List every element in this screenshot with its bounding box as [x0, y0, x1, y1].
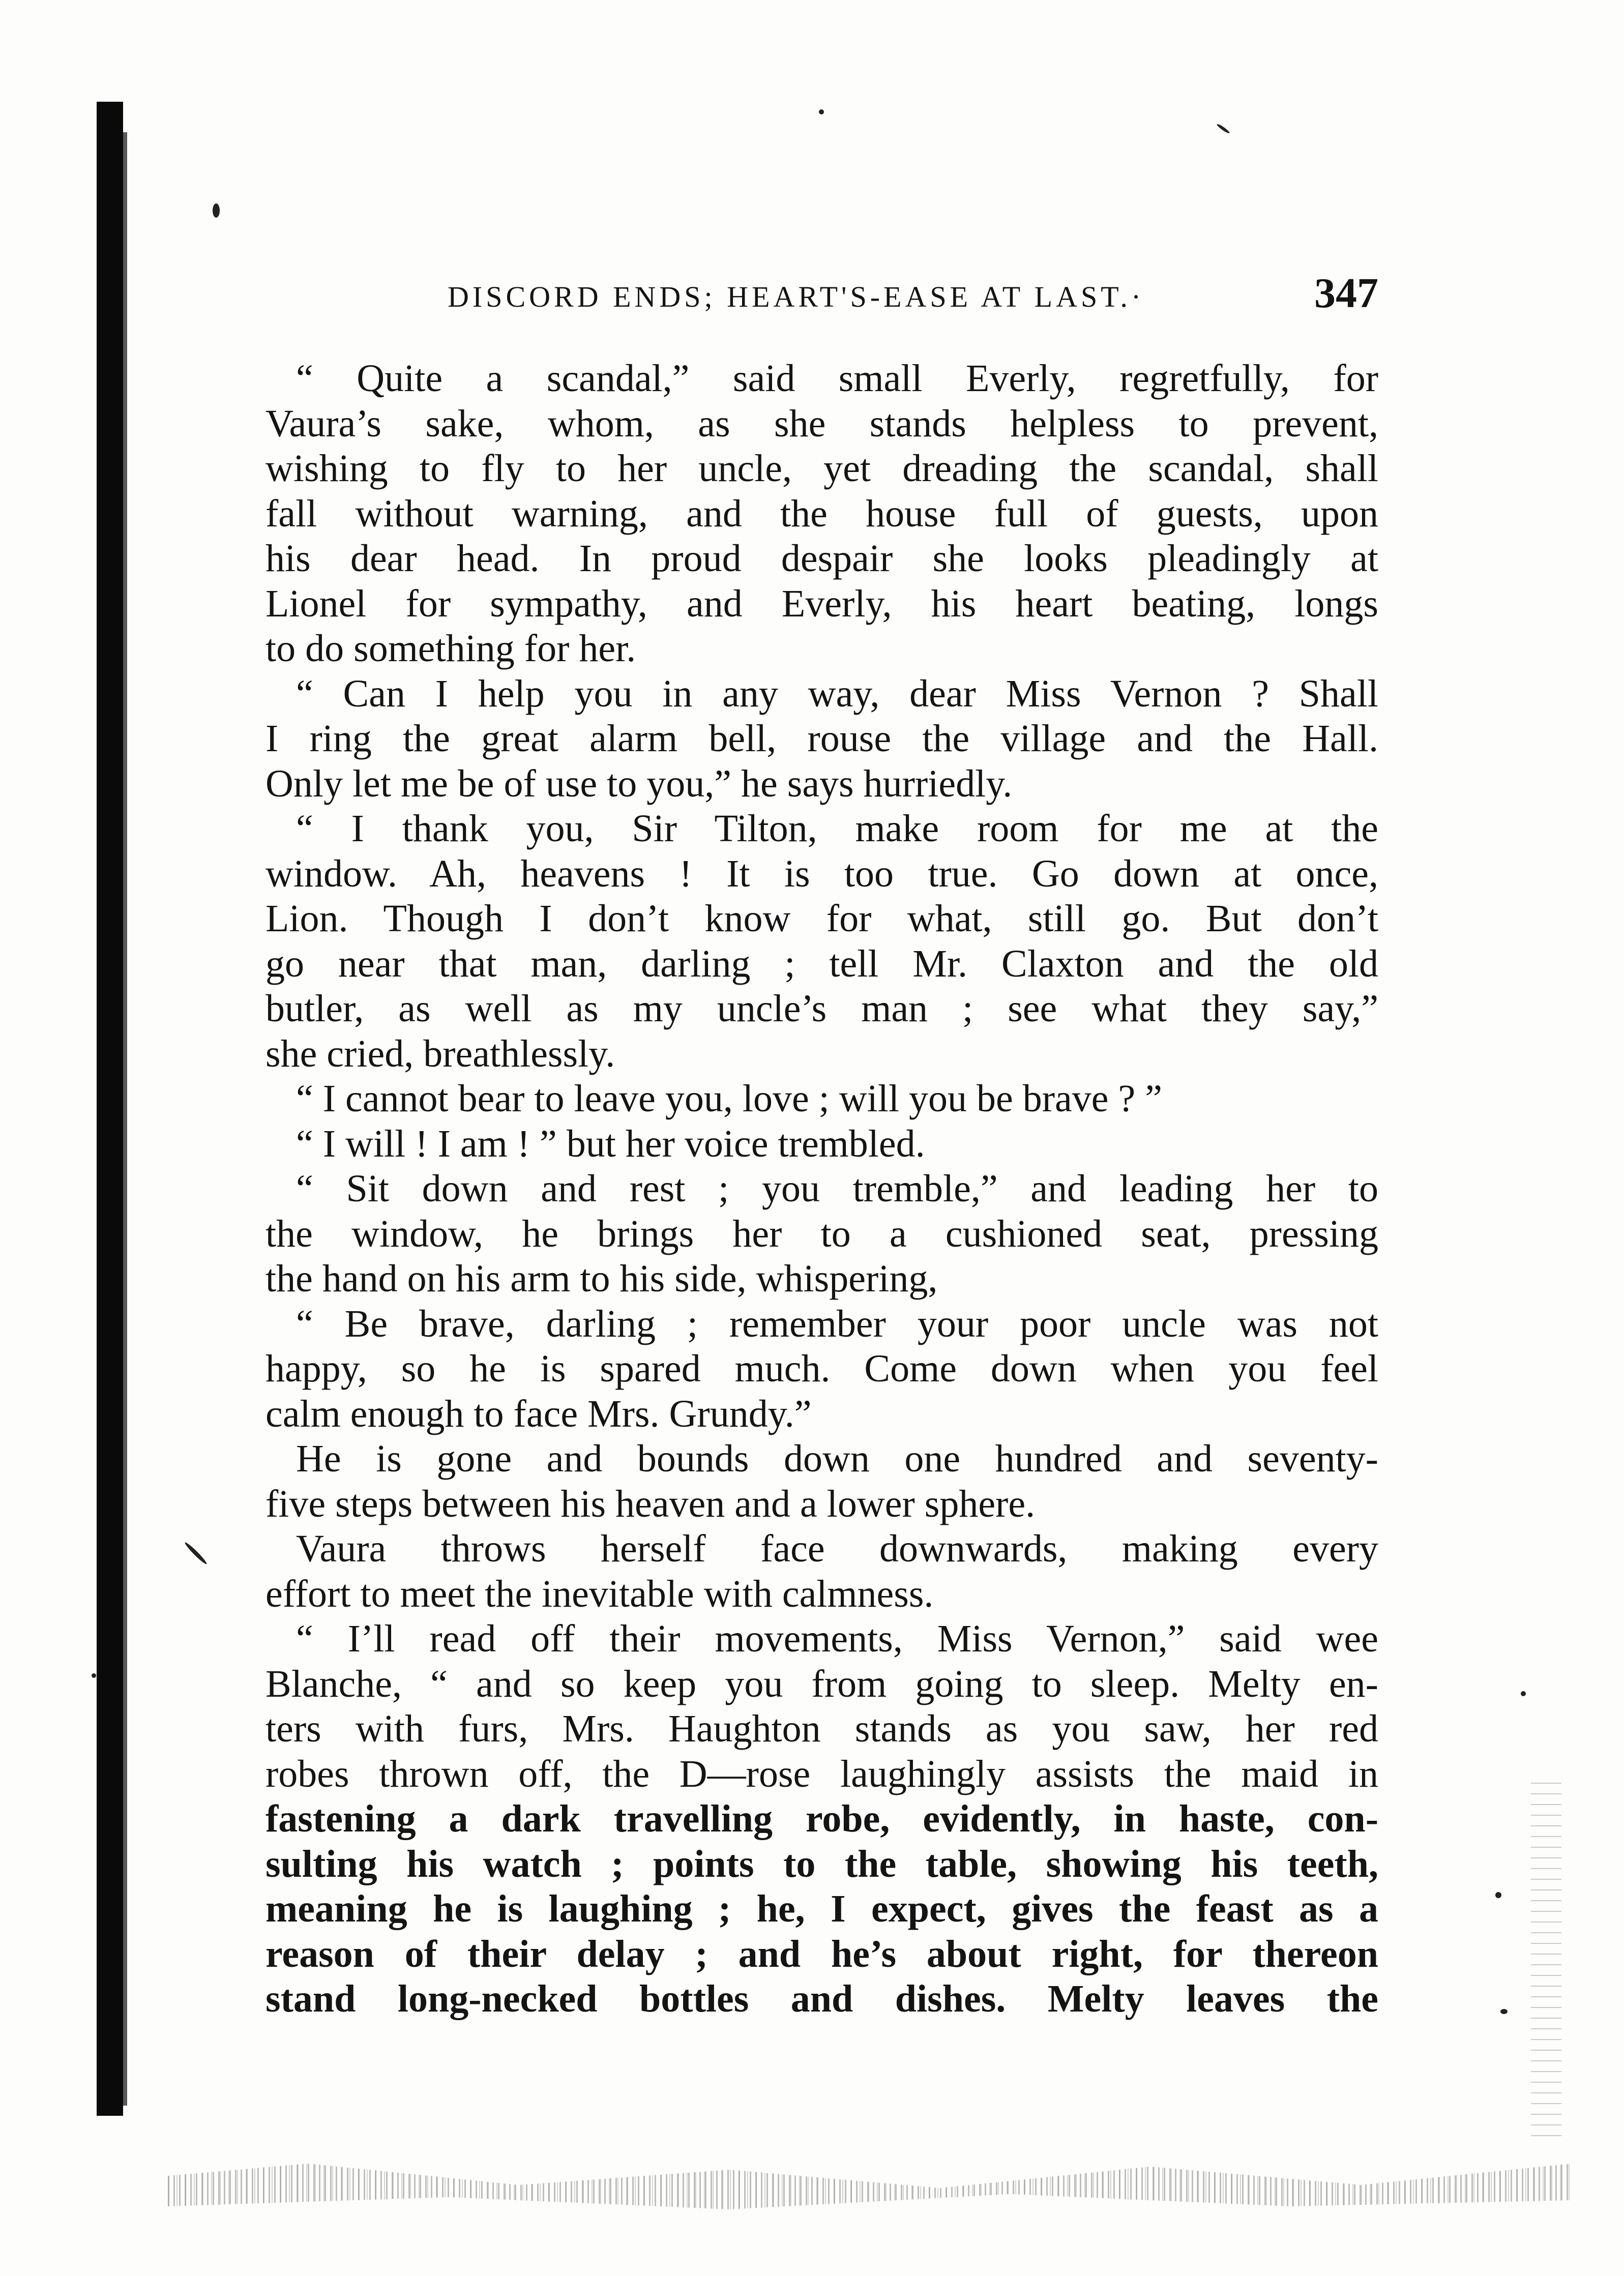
text-line: “ Sit down and rest ; you tremble,” and leading her to [296, 1167, 1378, 1210]
text-line: effort to meet the inevitable with calmness. [265, 1572, 934, 1615]
text-line: five steps between his heaven and a lower sphere. [265, 1482, 1036, 1525]
text-line: “ Quite a scandal,” said small Everly, regretfully, for [296, 357, 1378, 400]
scan-speck [92, 1673, 96, 1678]
text-line: Only let me be of use to you,” he says hurriedly. [265, 762, 1013, 805]
binding-shadow [97, 102, 123, 2116]
page-number: 347 [1314, 270, 1378, 317]
text-line: she cried, breathlessly. [265, 1032, 615, 1075]
text-line: the window, he brings her to a cushioned seat, pressing [265, 1212, 1378, 1255]
text-line: meaning he is laughing ; he, I expect, gives the feast as a [265, 1887, 1378, 1930]
text-line: butler, as well as my uncle’s man ; see what they say,” [265, 987, 1378, 1030]
text-line: “ Can I help you in any way, dear Miss Vernon ? Shall [296, 672, 1378, 715]
scan-speck [1495, 1892, 1501, 1898]
text-line: “ Be brave, darling ; remember your poor uncle was not [296, 1302, 1378, 1345]
scan-speck [1216, 123, 1230, 134]
running-head: DISCORD ENDS; HEART'S-EASE AT LAST.· [448, 280, 1145, 313]
text-line: I ring the great alarm bell, rouse the village and the Hall. [265, 717, 1378, 760]
text-line: sulting his watch ; points to the table, showing his teeth, [265, 1842, 1378, 1885]
text-line: fastening a dark travelling robe, evidently, in haste, con- [265, 1797, 1378, 1840]
text-line: He is gone and bounds down one hundred and seventy- [296, 1437, 1378, 1480]
scan-speck [819, 109, 824, 114]
text-line: “ I thank you, Sir Tilton, make room for me at the [296, 807, 1378, 850]
text-line: the hand on his arm to his side, whispering, [265, 1257, 938, 1300]
text-line: Lionel for sympathy, and Everly, his heart beating, longs [265, 582, 1378, 625]
binding-shadow-edge [123, 132, 127, 2106]
text-line: his dear head. In proud despair she looks pleadingly at [265, 537, 1378, 580]
text-line: to do something for her. [265, 627, 636, 670]
text-line: Blanche, “ and so keep you from going to sleep. Melty en- [265, 1662, 1378, 1705]
body-text [265, 356, 1378, 2022]
text-line: robes thrown off, the D—rose laughingly assists the maid in [265, 1752, 1378, 1795]
text-line: wishing to fly to her uncle, yet dreading the scandal, shall [265, 447, 1378, 490]
page-header [448, 264, 1378, 320]
text-line: reason of their delay ; and he’s about right, for thereon [265, 1932, 1378, 1975]
text-line: Vaura’s sake, whom, as she stands helpless to prevent, [265, 402, 1378, 445]
text-line: fall without warning, and the house full of guests, upon [265, 492, 1378, 535]
text-line: “ I’ll read off their movements, Miss Vernon,” said wee [296, 1617, 1378, 1660]
text-line: Lion. Though I don’t know for what, still go. But don’t [265, 897, 1378, 940]
scan-noise-right [1531, 1780, 1561, 2136]
text-line: window. Ah, heavens ! It is too true. Go down at once, [265, 852, 1378, 895]
text-line: ters with furs, Mrs. Haughton stands as you saw, her red [265, 1707, 1378, 1750]
scan-speck [1500, 2009, 1508, 2014]
scan-speck [213, 203, 220, 218]
text-line: happy, so he is spared much. Come down when you feel [265, 1347, 1378, 1390]
text-line: “ I cannot bear to leave you, love ; will you be brave ? ” [296, 1077, 1162, 1120]
scan-speck [184, 1541, 208, 1565]
text-line: stand long-necked bottles and dishes. Melty leaves the [265, 1977, 1378, 2020]
text-line: calm enough to face Mrs. Grundy.” [265, 1392, 812, 1435]
text-line: “ I will ! I am ! ” but her voice trembled. [296, 1122, 925, 1165]
scan-speck [1521, 1691, 1526, 1696]
text-line: Vaura throws herself face downwards, making every [296, 1527, 1378, 1570]
text-line: go near that man, darling ; tell Mr. Claxton and the old [265, 942, 1378, 985]
scan-noise-bottom [168, 2151, 1572, 2212]
